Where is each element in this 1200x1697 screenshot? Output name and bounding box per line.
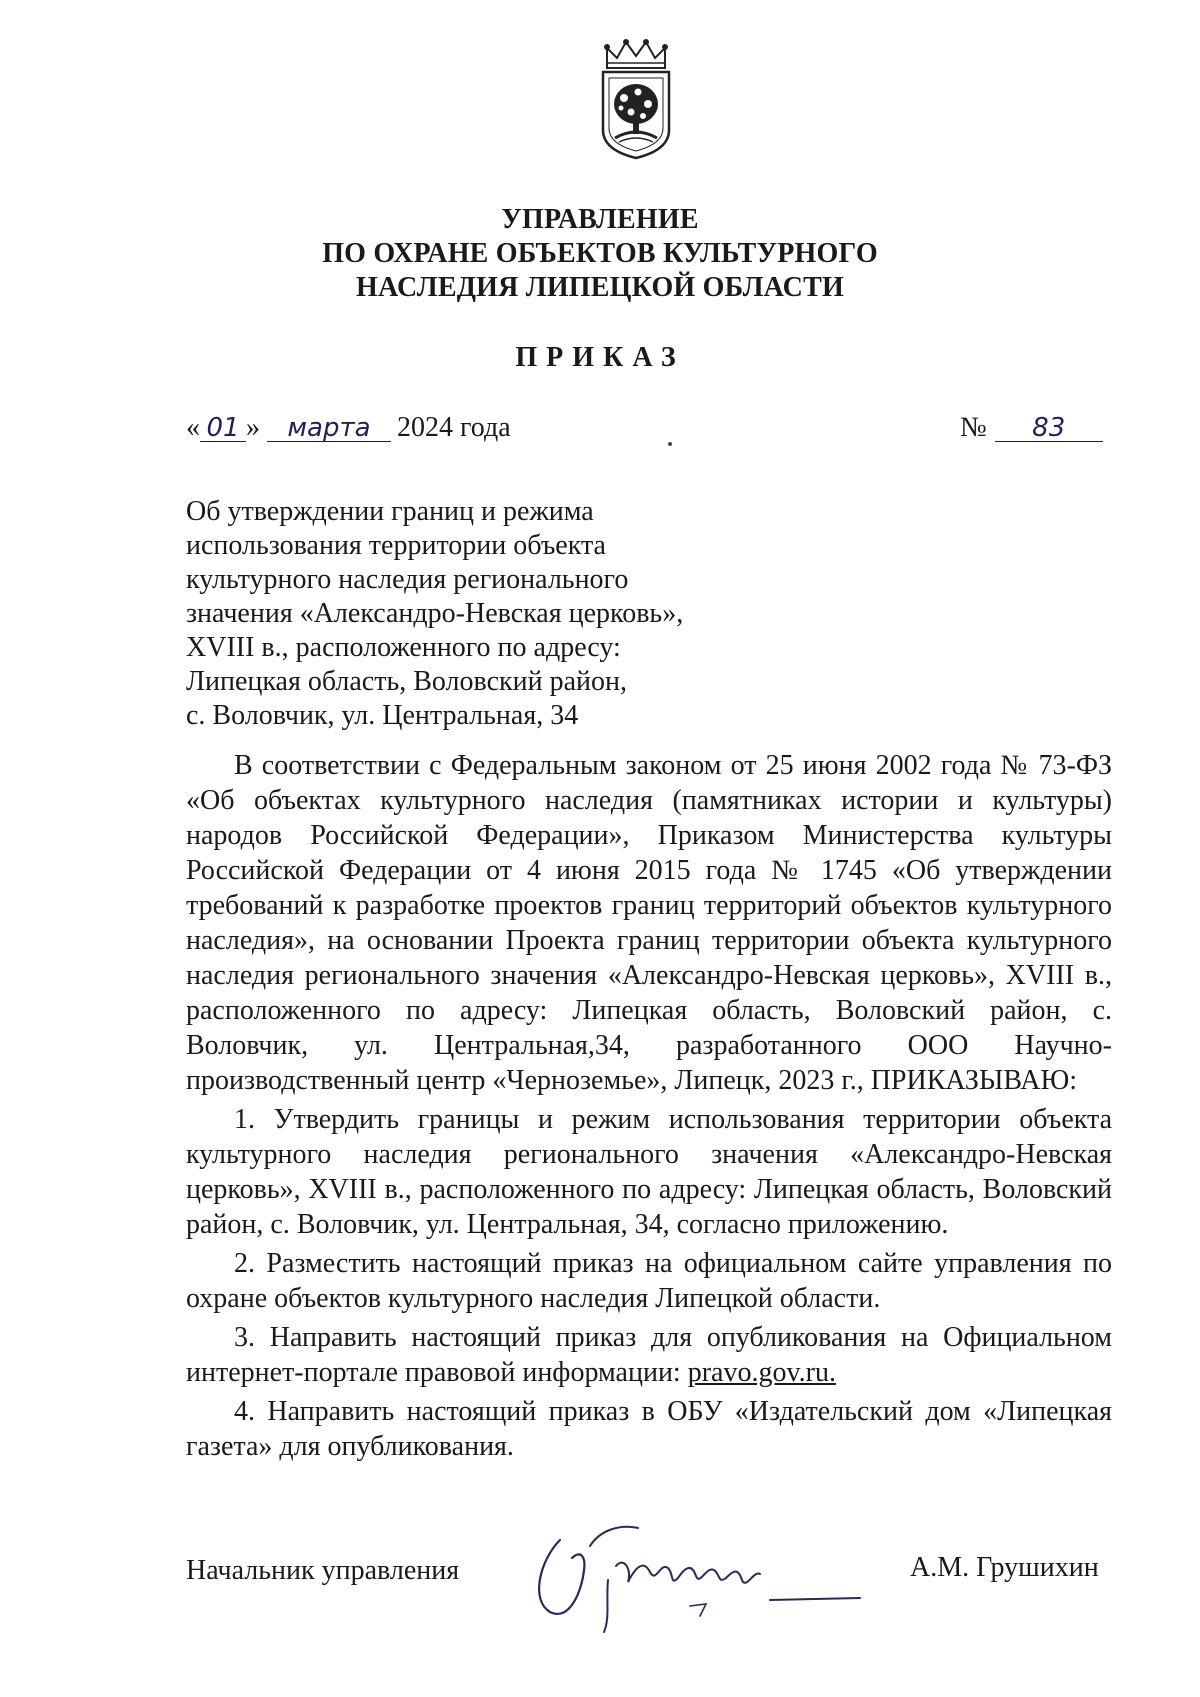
number-label: № bbox=[960, 412, 987, 443]
handwritten-signature bbox=[520, 1500, 880, 1640]
order-item-3 bbox=[186, 1320, 1112, 1390]
subject-line: использования территории объекта bbox=[186, 530, 606, 561]
signatory-name: А.М. Грушихин bbox=[910, 1552, 1099, 1583]
subject-line: Липецкая область, Воловский район, bbox=[186, 666, 627, 697]
date-month-handwritten: марта bbox=[267, 415, 391, 442]
date-year: 2024 года bbox=[397, 412, 511, 443]
pravo-gov-link[interactable]: pravo.gov.ru. bbox=[687, 1357, 836, 1388]
date-day-handwritten: 01 bbox=[200, 415, 246, 442]
order-item-3-text: 3. Направить настоящий приказ для опубликования на Официальном интернет-портале правовой информации: bbox=[186, 1322, 1112, 1388]
date-open-quote: « bbox=[186, 412, 200, 443]
order-date bbox=[186, 412, 511, 444]
subject-line: Об утверждении границ и режима bbox=[186, 496, 594, 527]
subject-line: XVIII в., расположенного по адресу: bbox=[186, 632, 621, 663]
order-item-4: 4. Направить настоящий приказ в ОБУ «Издательский дом «Липецкая газета» для опубликования. bbox=[186, 1396, 1112, 1462]
coat-of-arms-icon bbox=[593, 38, 679, 162]
subject-line: культурного наследия регионального bbox=[186, 564, 629, 595]
order-body bbox=[186, 748, 1112, 1464]
order-item-2: 2. Разместить настоящий приказ на официальном сайте управления по охране объектов культурного наследия Липецкой области. bbox=[186, 1248, 1112, 1314]
org-line-1: УПРАВЛЕНИЕ bbox=[501, 204, 699, 235]
stray-dot bbox=[668, 442, 672, 446]
org-line-3: НАСЛЕДИЯ ЛИПЕЦКОЙ ОБЛАСТИ bbox=[356, 272, 844, 303]
org-line-2: ПО ОХРАНЕ ОБЪЕКТОВ КУЛЬТУРНОГО bbox=[322, 238, 878, 269]
subject-line: с. Воловчик, ул. Центральная, 34 bbox=[186, 700, 579, 731]
number-value-handwritten: 83 bbox=[995, 415, 1103, 442]
order-item-1: 1. Утвердить границы и режим использования территории объекта культурного наследия регионального значения «Александро-Невская церковь», XVIII в., расположенного по адресу: Липецкая область, Воловский район, с. Воловчик, ул. Центральная, 34, согласно приложению. bbox=[186, 1104, 1112, 1240]
order-subject bbox=[186, 495, 706, 733]
preamble-paragraph: В соответствии с Федеральным законом от 25 июня 2002 года № 73-ФЗ «Об объектах культурного наследия (памятниках истории и культуры) народов Российской Федерации», Приказом Министерства культуры Российской Федерации от 4 июня 2015 года № 1745 «Об утверждении требований к разработке проектов границ территорий объектов культурного наследия», на основании Проекта границ территории объекта культурного наследия регионального значения «Александро-Невская церковь», XVIII в., расположенного по адресу: Липецкая область, Воловский район, с. Воловчик, ул. Центральная,34, разработанного ООО Научно-производственный центр «Черноземье», Липецк, 2023 г., ПРИКАЗЫВАЮ: bbox=[186, 750, 1112, 1096]
subject-line: значения «Александро-Невская церковь», bbox=[186, 598, 684, 629]
organization-name bbox=[300, 203, 900, 305]
date-close-quote: » bbox=[246, 412, 260, 443]
order-number bbox=[960, 412, 1103, 444]
signatory-title: Начальник управления bbox=[186, 1555, 460, 1586]
document-type-heading: ПРИКАЗ bbox=[515, 342, 685, 373]
